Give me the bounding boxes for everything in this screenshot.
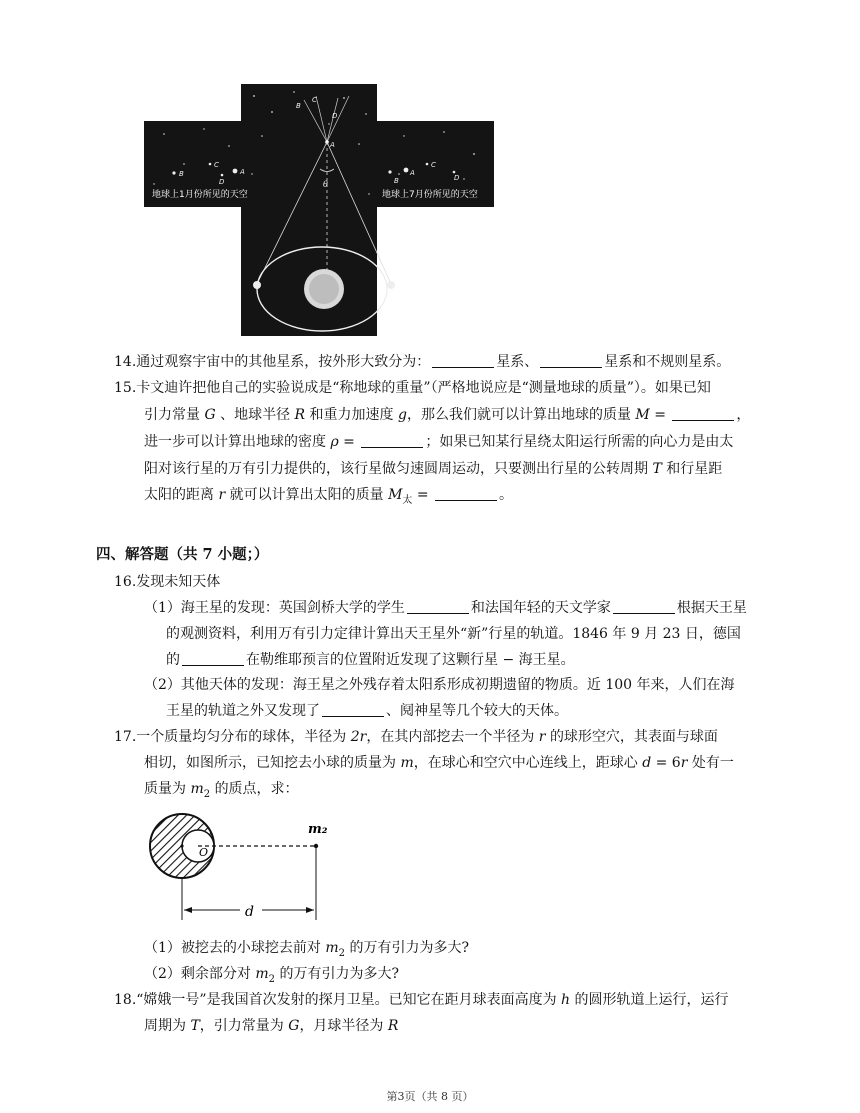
q15-blank-mass[interactable] <box>672 406 734 421</box>
q15-number: 15. <box>114 380 137 396</box>
sphere-cavity-figure <box>144 806 344 926</box>
q15-blank-sun-mass[interactable] <box>435 486 497 501</box>
q17-text-3b: 的质点，求： <box>214 781 299 797</box>
section-4-title: 四、解答题（共 7 小题；） <box>96 546 269 563</box>
q15-text-3b: ；如果已知某行星绕太阳运行所需的向心力是由太 <box>425 434 734 450</box>
top-label-b: B <box>296 102 301 110</box>
q15-line-1 <box>114 377 711 399</box>
earth-january <box>253 281 261 289</box>
q15-line-3: 进一步可以计算出地球的密度 ρ = ；如果已知某行星绕太阳运行所需的向心力是由太 <box>144 434 734 450</box>
q15-text-2a: 引力常量 <box>144 407 200 423</box>
q17-line-3: 质量为 $m_2$ 的质点，求： <box>144 781 299 800</box>
q18-text-2c: ，月球半径为 <box>299 1018 384 1034</box>
q18-text-2a: 周期为 <box>144 1018 186 1034</box>
q16-p1-text-3b: 在勒维耶预言的位置附近发现了这颗行星 − 海王星。 <box>246 652 575 668</box>
q17-sub-1: （1）被挖去的小球挖去前对 $m_2$ 的万有引力为多大? <box>144 940 469 959</box>
q18-text-1b: 的圆形轨道上运行，运行 <box>574 992 729 1008</box>
q18-text-1a: “嫦娥一号”是我国首次发射的探月卫星。已知它在距月球表面高度为 <box>136 992 557 1008</box>
q17-line-1: 17.一个质量均匀分布的球体，半径为 2r，在其内部挖去一个半径为 r 的球形空穴，其表面与球面 <box>114 729 718 745</box>
q15-line-2: 引力常量 G 、地球半径 R 和重力加速度 g，那么我们就可以计算出地球的质量 M = ， <box>144 407 751 423</box>
point-mass <box>314 844 318 848</box>
q16-p1-line-1 <box>144 597 747 619</box>
q15-text-5b: 就可以计算出太阳的质量 <box>229 487 384 503</box>
q15-line-5: 太阳的距离 r 就可以计算出太阳的质量 $M_太$ = 。 <box>144 487 514 506</box>
q17-text-2b: ，在球心和空穴中心连线上，距球心 <box>413 755 638 771</box>
q14-text: 通过观察宇宙中的其他星系，按外形大致分为： <box>136 354 431 370</box>
q15-text-2d: ，那么我们就可以计算出地球的质量 <box>406 407 631 423</box>
q16-blank-2[interactable] <box>613 599 675 614</box>
q18-line-2: 周期为 T，引力常量为 G，月球半径为 R <box>144 1018 399 1034</box>
q17-text-2c: 处有一 <box>691 755 734 771</box>
q14-blank-1[interactable] <box>432 353 494 368</box>
left-caption: 地球上1月份所见的天空 <box>152 190 248 200</box>
q16-p2-line-1: （2）其他天体的发现：海王星之外残存着太阳系形成初期遗留的物质。近 100 年来，人们在海 <box>144 677 735 693</box>
top-label-c: C <box>312 96 317 104</box>
q16-p1-line-2: 的观测资料，利用万有引力定律计算出天王星外“新”行星的轨道。1846 年 9 月 23 日，德国 <box>166 626 741 642</box>
q17-text-2a: 相切，如图所示，已知挖去小球的质量为 <box>144 755 396 771</box>
right-label-a: A <box>410 169 415 177</box>
right-label-c: C <box>431 161 436 169</box>
q14 <box>114 351 730 373</box>
left-label-a: A <box>240 168 245 176</box>
q16-p1-text-b: 和法国年轻的天文学家 <box>470 600 611 616</box>
top-label-d: D <box>332 112 338 120</box>
q18-text-2b: ，引力常量为 <box>199 1018 284 1034</box>
q16-blank-1[interactable] <box>407 599 469 614</box>
left-label-c: C <box>214 161 219 169</box>
q17-number: 17. <box>114 729 137 745</box>
q16-p2-text-2a: 王星的轨道之外又发现了 <box>166 703 320 719</box>
q16-p1-text-a: （1）海王星的发现：英国剑桥大学的学生 <box>144 600 405 616</box>
q18-number: 18. <box>114 992 137 1008</box>
q15-sun-subscript: 太 <box>402 494 413 506</box>
q16-p2-text-2b: 、阋神星等几个较大的天体。 <box>386 703 568 719</box>
q15-text-2b: 、地球半径 <box>220 407 291 423</box>
q15-text-4: 阳对该行星的万有引力提供的，该行星做匀速圆周运动，只要测出行星的公转周期 <box>144 461 648 477</box>
q16-p1-line-3 <box>166 649 575 671</box>
q15-blank-density[interactable] <box>361 433 423 448</box>
q16-title-text: 发现未知天体 <box>136 574 221 590</box>
m2-label: m₂ <box>308 822 328 837</box>
q16-p1-text-c: 根据天王星 <box>676 600 747 616</box>
q17-text-1a: 一个质量均匀分布的球体，半径为 <box>136 729 347 745</box>
q17-sub-2: （2）剩余部分对 $m_2$ 的万有引力为多大? <box>144 966 399 985</box>
left-label-b: B <box>179 170 184 178</box>
q17-text-1b: ，在其内部挖去一个半径为 <box>366 729 535 745</box>
o-label: O <box>199 846 209 859</box>
q14-text-b: 星系、 <box>496 354 539 370</box>
q14-number: 14. <box>114 354 137 370</box>
page-footer: 第3页（共 8 页） <box>386 1090 474 1103</box>
q15-text-2c: 和重力加速度 <box>309 407 394 423</box>
theta-label: θ <box>323 180 328 189</box>
q17-sub2-text-b: 的万有引力为多大? <box>279 966 399 982</box>
q16-title <box>114 571 220 593</box>
q16-p2-line-2 <box>166 700 568 722</box>
q17-sub2-text-a: （2）剩余部分对 <box>144 966 251 982</box>
q17-sub1-text-b: 的万有引力为多大? <box>349 940 469 956</box>
q18-line-1: 18.“嫦娥一号”是我国首次发射的探月卫星。已知它在距月球表面高度为 h 的圆形轨道上运行，运行 <box>114 992 729 1008</box>
q15-text-1: 卡文迪许把他自己的实验说成是“称地球的重量”（严格地说应是“测量地球的质量”）。如果已知 <box>136 380 711 396</box>
left-label-d: D <box>219 178 225 186</box>
d-label: d <box>245 904 254 920</box>
q16-blank-3[interactable] <box>182 651 244 666</box>
right-label-b: B <box>394 177 399 185</box>
q17-text-1c: 的球形空穴，其表面与球面 <box>549 729 718 745</box>
q17-sub1-text-a: （1）被挖去的小球挖去前对 <box>144 940 321 956</box>
q15-text-5a: 太阳的距离 <box>144 487 214 503</box>
q15-text-4b: 和行星距 <box>666 461 723 477</box>
q17-line-2: 相切，如图所示，已知挖去小球的质量为 m，在球心和空穴中心连线上，距球心 d = 6r 处有一 <box>144 755 734 771</box>
top-label-a: A <box>330 141 335 149</box>
q17-text-3a: 质量为 <box>144 781 186 797</box>
q16-p1-text-3a: 的 <box>166 652 180 668</box>
q14-text-c: 星系和不规则星系。 <box>604 354 731 370</box>
q15-line-4: 阳对该行星的万有引力提供的，该行星做匀速圆周运动，只要测出行星的公转周期 T 和行星距 <box>144 461 723 477</box>
q16-number: 16. <box>114 574 137 590</box>
right-caption: 地球上7月份所见的天空 <box>382 190 478 200</box>
parallax-figure <box>144 84 494 336</box>
right-label-d: D <box>454 174 460 182</box>
q14-blank-2[interactable] <box>540 353 602 368</box>
q15-text-3a: 进一步可以计算出地球的密度 <box>144 434 326 450</box>
q16-blank-4[interactable] <box>322 702 384 717</box>
earth-july <box>387 281 395 289</box>
